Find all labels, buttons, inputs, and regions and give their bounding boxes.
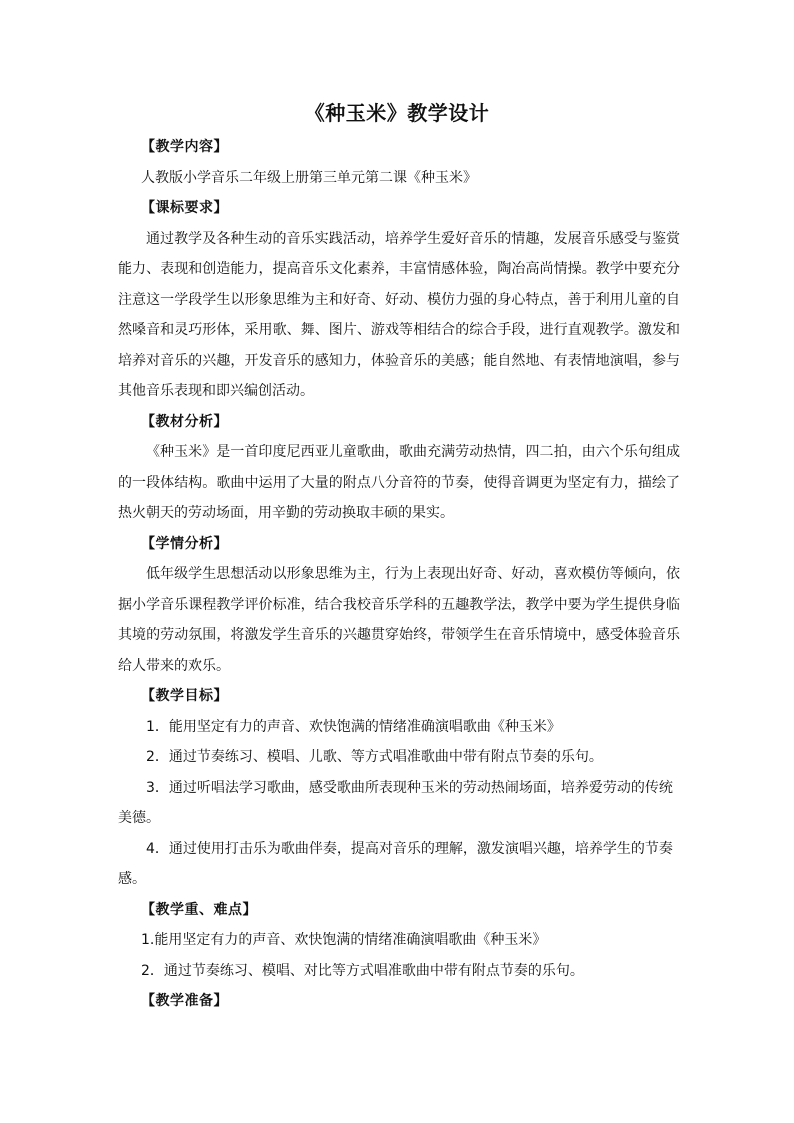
objective-item: 1．能用坚定有力的声音、欢快饱满的情绪准确演唱歌曲《种玉米》: [146, 718, 561, 735]
objective-item: 3．通过听唱法学习歌曲，感受歌曲所表现种玉米的劳动热闹场面，培养爱劳动的传统美德。: [118, 779, 673, 826]
section-heading-standards: 【课标要求】: [141, 200, 228, 216]
section-heading-student-analysis: 【学情分析】: [141, 535, 228, 552]
objective-item: 2．通过节奏练习、模唱、儿歌、等方式唱准歌曲中带有附点节奏的乐句。: [146, 749, 603, 765]
section-heading-objectives: 【教学目标】: [141, 688, 228, 704]
section-heading-key-points: 【教学重、难点】: [141, 901, 257, 918]
key-point-item: 2．通过节奏练习、模唱、对比等方式唱准歌曲中带有附点节奏的乐句。: [141, 962, 584, 979]
section-heading-content: 【教学内容】: [141, 139, 228, 155]
objective-item: 4．通过使用打击乐为歌曲伴奏，提高对音乐的理解，激发演唱兴趣，培养学生的节奏感。: [118, 840, 673, 887]
section-heading-preparation: 【教学准备】: [141, 993, 228, 1009]
student-analysis-paragraph: 低年级学生思想活动以形象思维为主，行为上表现出好奇、好动，喜欢模仿等倾向，依据小学音乐课程教学评价标准，结合我校音乐学科的五趣教学法，教学中要为学生提供身临其境的劳动氛围，将激发学生音乐的兴趣贯穿始终，带领学生在音乐情境中，感受体验音乐给人带来的欢乐。: [118, 566, 680, 674]
section-heading-material-analysis: 【教材分析】: [141, 413, 228, 430]
document-body: [118, 132, 680, 1017]
material-analysis-paragraph: 《种玉米》是一首印度尼西亚儿童歌曲，歌曲充满劳动热情，四二拍，由六个乐句组成的一段体结构。歌曲中运用了大量的附点八分音符的节奏，使得音调更为坚定有力，描绘了热火朝天的劳动场面，用辛勤的劳动换取丰硕的果实。: [118, 444, 680, 521]
document-title: 《种玉米》教学设计: [304, 101, 490, 125]
key-point-item: 1.能用坚定有力的声音、欢快饱满的情绪准确演唱歌曲《种玉米》: [141, 932, 547, 948]
content-paragraph: 人教版小学音乐二年级上册第三单元第二课《种玉米》: [141, 169, 477, 186]
standards-paragraph: 通过教学及各种生动的音乐实践活动，培养学生爱好音乐的情趣，发展音乐感受与鉴赏能力、表现和创造能力，提高音乐文化素养，丰富情感体验，陶冶高尚情操。教学中要充分注意这一学段学生以形象思维为主和好奇、好动、模仿力强的身心特点，善于利用儿童的自然嗓音和灵巧形体，采用歌、舞、图片、游戏等相结合的综合手段，进行直观教学。激发和培养对音乐的兴趣，开发音乐的感知力，体验音乐的美感；能自然地、有表情地演唱，参与其他音乐表现和即兴编创活动。: [118, 230, 680, 399]
